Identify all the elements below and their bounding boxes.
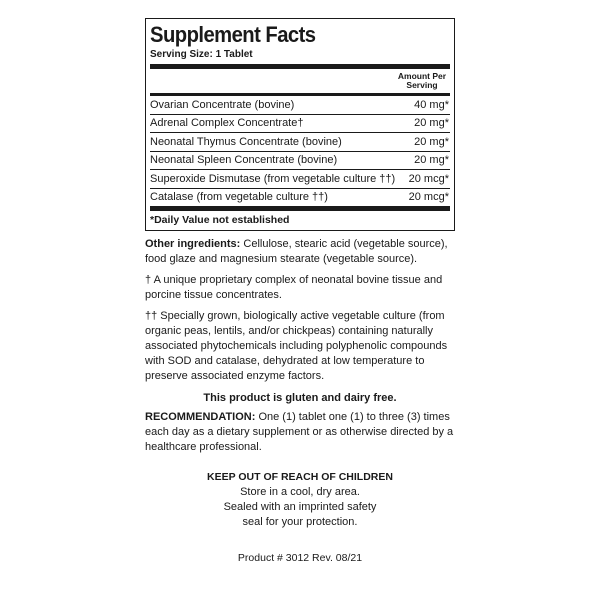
ingredient-row xyxy=(150,170,450,189)
ingredient-row xyxy=(150,133,450,152)
ingredient-row xyxy=(150,115,450,134)
recommendation-label: RECOMMENDATION: xyxy=(145,411,256,423)
amount-header-line1: Amount Per xyxy=(397,71,447,81)
gluten-free-note: This product is gluten and dairy free. xyxy=(203,392,397,404)
recommendation xyxy=(145,410,455,455)
ingredient-amount: 20 mg* xyxy=(414,154,449,167)
panel-title: Supplement Facts xyxy=(150,22,316,47)
product-number: Product # 3012 Rev. 08/21 xyxy=(237,552,363,564)
footnote-dagger: † A unique proprietary complex of neonatal bovine tissue and porcine tissue concentrates. xyxy=(145,274,443,301)
ingredient-name: Catalase (from vegetable culture ††) xyxy=(150,191,328,204)
label-content xyxy=(145,18,455,564)
amount-header-row xyxy=(150,69,450,96)
storage-instructions xyxy=(145,485,455,530)
ingredient-amount: 20 mcg* xyxy=(408,191,449,204)
ingredient-name: Ovarian Concentrate (bovine) xyxy=(150,98,295,111)
ingredient-amount: 20 mcg* xyxy=(408,172,449,185)
supplement-facts-panel xyxy=(145,18,455,231)
amount-per-serving-header xyxy=(394,69,450,93)
serving-size: Serving Size: 1 Tablet xyxy=(150,49,450,69)
recommendation-text: One (1) tablet one (1) to three (3) times each day as a dietary supplement or as otherwise directed by a healthcare professional. xyxy=(145,411,454,453)
ingredient-rows xyxy=(150,96,450,211)
other-ingredients xyxy=(145,237,455,267)
other-ingredients-label: Other ingredients: xyxy=(145,238,241,250)
ingredient-name: Adrenal Complex Concentrate† xyxy=(150,117,304,130)
footnote-double-dagger: †† Specially grown, biologically active vegetable culture (from organic peas, lentils, and/or chickpeas) containing naturally associated phytochemicals including polyphenolic compounds with SOD and catalase, dehydrated at low temperature to preserve associated enzyme factors. xyxy=(145,310,448,382)
ingredient-amount: 40 mg* xyxy=(414,98,449,111)
ingredient-row xyxy=(150,152,450,171)
other-ingredients-text: Cellulose, stearic acid (vegetable source), food glaze and magnesium stearate (vegetable source). xyxy=(145,238,448,265)
ingredient-amount: 20 mg* xyxy=(414,117,449,130)
daily-value-note: *Daily Value not established xyxy=(150,214,290,226)
storage-line: Store in a cool, dry area. xyxy=(240,486,360,498)
storage-line: seal for your protection. xyxy=(242,516,358,528)
keep-out-of-reach-warning: KEEP OUT OF REACH OF CHILDREN xyxy=(207,471,393,483)
ingredient-amount: 20 mg* xyxy=(414,135,449,148)
amount-header-line2: Serving xyxy=(406,80,438,90)
ingredient-row xyxy=(150,189,450,207)
ingredient-name: Neonatal Spleen Concentrate (bovine) xyxy=(150,154,338,167)
ingredient-row xyxy=(150,96,450,115)
storage-line: Sealed with an imprinted safety xyxy=(223,501,377,513)
ingredient-name: Neonatal Thymus Concentrate (bovine) xyxy=(150,135,342,148)
ingredient-name: Superoxide Dismutase (from vegetable culture ††) xyxy=(150,172,396,185)
